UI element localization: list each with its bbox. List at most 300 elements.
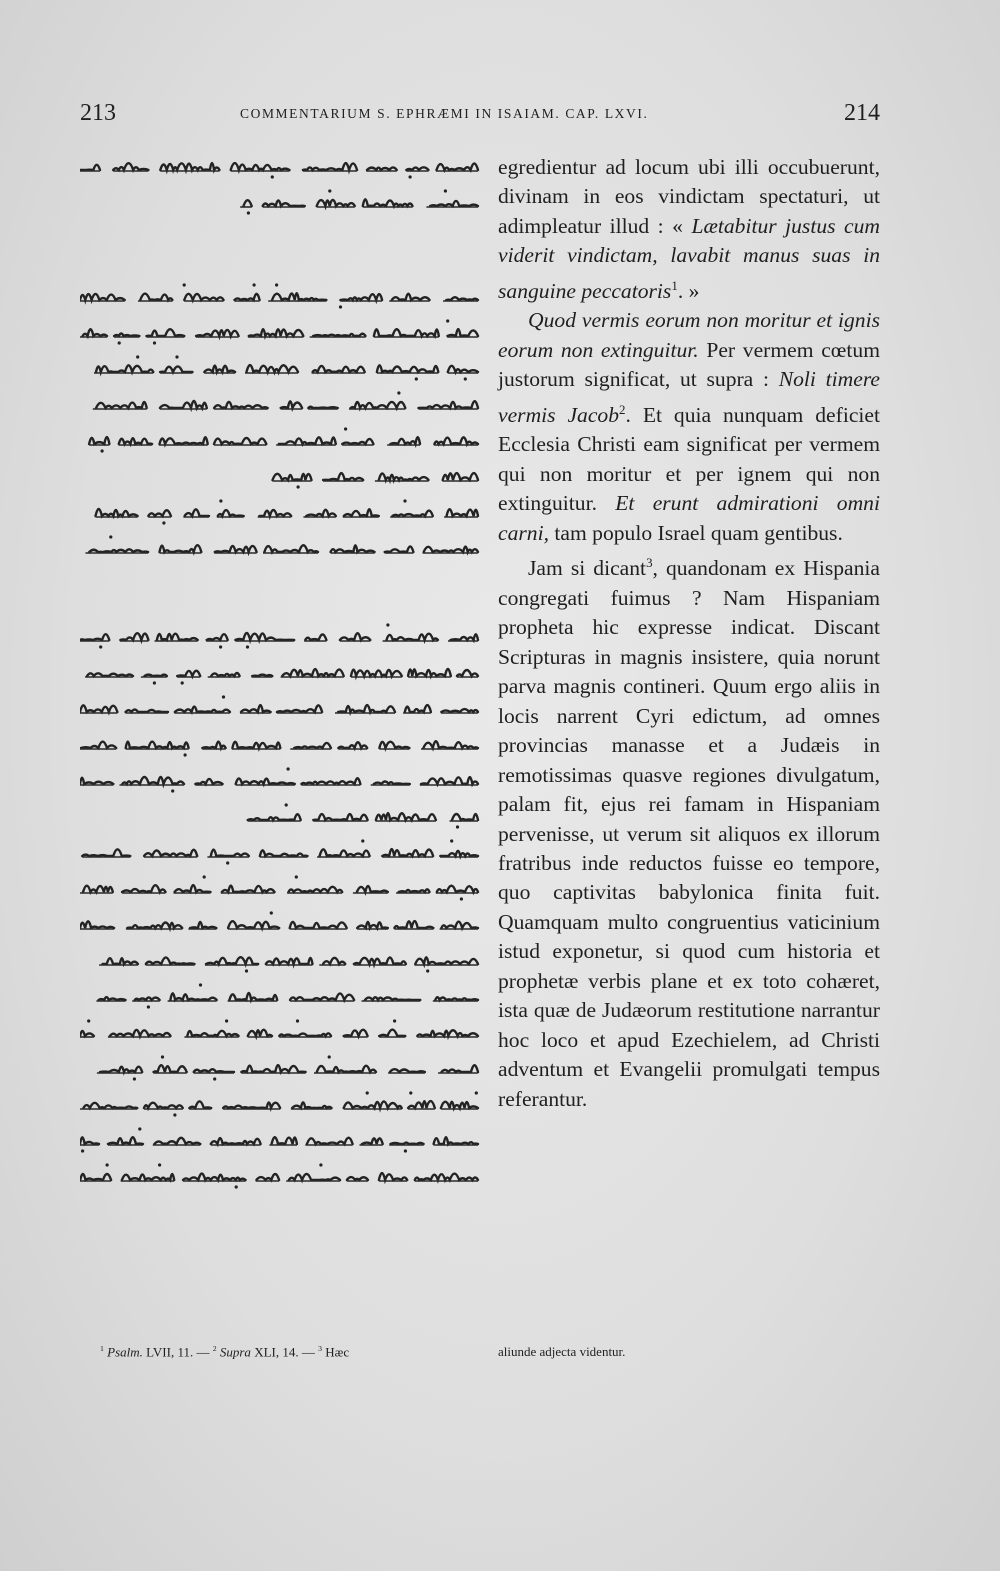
syriac-word (292, 1102, 331, 1108)
syriac-diacritic (133, 1077, 136, 1080)
syriac-diacritic (136, 355, 139, 358)
syriac-diacritic (245, 969, 248, 972)
syriac-diacritic (344, 427, 347, 430)
syriac-word (103, 958, 138, 964)
syriac-line (80, 150, 480, 180)
syriac-word (248, 814, 301, 820)
latin-paragraph-2: Quod vermis eorum non moritur et ignis eorum non extinguitur. Per vermem cœtum justorum significat, ut supra : Noli timere vermis Jacob$^2$. Et quia nunquam deficiet Ecclesia Christi eam significat per vermem qui non moritur et per ignem qui non extinguitur. Et erunt admirationi omni carni, tam populo Israel quam gentibus. (498, 308, 881, 545)
latin-paragraph-1: egredientur ad locum ubi illi occubuerunt, divinam in eos vindictam spectaturi, ut adimpleatur illud : « Lætabitur justus cum viderit vindictam, lavabit manus suas in sanguine peccatoris$^1$. » (498, 155, 880, 303)
syriac-word (447, 509, 478, 516)
syriac-word (126, 742, 189, 748)
syriac-diacritic (409, 1091, 412, 1094)
syriac-word (194, 1069, 234, 1072)
syriac-word (279, 1033, 331, 1036)
syriac-word (244, 200, 252, 206)
syriac-word (415, 957, 478, 964)
syriac-word (236, 778, 295, 784)
syriac-word (279, 437, 336, 444)
syriac-word (365, 997, 420, 1000)
syriac-word (160, 163, 219, 170)
syriac-word (430, 201, 478, 206)
syriac-line (80, 656, 480, 686)
syriac-word (421, 777, 478, 784)
syriac-word (374, 782, 410, 785)
syriac-text-column (80, 150, 480, 1196)
syriac-word (457, 670, 478, 676)
syriac-word (338, 742, 367, 748)
syriac-word (247, 365, 299, 372)
syriac-diacritic (366, 1091, 369, 1094)
syriac-diacritic (118, 341, 121, 344)
syriac-diacritic (153, 681, 156, 684)
syriac-word (272, 1137, 297, 1144)
syriac-word (387, 634, 438, 640)
syriac-word (119, 438, 152, 444)
syriac-line (80, 280, 480, 310)
syriac-word (417, 1030, 478, 1036)
syriac-word (144, 850, 197, 856)
syriac-diacritic (226, 861, 229, 864)
syriac-line (80, 186, 480, 216)
syriac-word (147, 329, 185, 336)
syriac-word (382, 849, 433, 856)
syriac-diacritic (297, 485, 300, 488)
syriac-word (135, 997, 160, 1000)
syriac-diacritic (213, 1077, 216, 1080)
syriac-word (290, 922, 347, 928)
syriac-diacritic (219, 499, 222, 502)
syriac-line (80, 800, 480, 830)
syriac-word (289, 887, 343, 892)
syriac-diacritic (171, 789, 174, 792)
syriac-word (277, 705, 322, 712)
syriac-word (127, 923, 182, 929)
syriac-diacritic (181, 681, 184, 684)
syriac-word (301, 778, 360, 784)
syriac-word (441, 709, 478, 712)
syriac-word (114, 334, 139, 337)
syriac-word (84, 1103, 138, 1108)
syriac-word (122, 1174, 174, 1180)
syriac-word (390, 1069, 425, 1072)
syriac-diacritic (219, 645, 222, 648)
syriac-diacritic (450, 839, 453, 842)
syriac-diacritic (162, 521, 165, 524)
syriac-word (256, 1174, 279, 1180)
syriac-word (145, 675, 167, 676)
syriac-word (307, 1138, 353, 1144)
paragraph-gap (80, 568, 480, 620)
syriac-line (80, 1016, 480, 1046)
footnotes-right: aliunde adjecta videntur. (498, 1344, 626, 1359)
syriac-word (235, 294, 260, 300)
syriac-word (229, 993, 277, 1000)
syriac-diacritic (409, 175, 412, 178)
footnotes-left: $^1$ Psalm. LVII, 11. — $^2$ Supra XLI, 14. — $^3$ Hæc (100, 1344, 350, 1360)
syriac-word (228, 921, 279, 928)
syriac-diacritic (246, 645, 249, 648)
syriac-word (317, 1066, 376, 1072)
syriac-line (80, 316, 480, 346)
footnote-ref: 2 (619, 401, 626, 417)
footnote-ref: 1 (671, 277, 678, 293)
syriac-word (379, 473, 429, 480)
syriac-word (448, 329, 479, 336)
syriac-word (434, 437, 478, 444)
syriac-diacritic (253, 283, 256, 286)
syriac-word (323, 473, 363, 480)
syriac-word (259, 510, 291, 516)
syriac-word (113, 163, 148, 170)
syriac-word (289, 1174, 340, 1180)
syriac-line (80, 1160, 480, 1190)
syriac-diacritic (386, 623, 389, 626)
syriac-word (232, 742, 280, 748)
syriac-line (80, 836, 480, 866)
syriac-word (160, 401, 207, 408)
syriac-word (264, 545, 318, 552)
syriac-word (424, 547, 478, 552)
syriac-diacritic (184, 753, 187, 756)
syriac-line (80, 1052, 480, 1082)
syriac-word (435, 997, 478, 1000)
syriac-diacritic (415, 377, 418, 380)
syriac-word (303, 163, 357, 170)
syriac-word (183, 1174, 246, 1181)
syriac-word (146, 957, 195, 964)
syriac-word (211, 1138, 261, 1144)
syriac-word (379, 1030, 405, 1036)
syriac-word (446, 297, 478, 300)
syriac-diacritic (235, 1185, 238, 1188)
syriac-word (108, 1137, 143, 1144)
syriac-word (89, 549, 148, 552)
syriac-word (160, 437, 208, 444)
syriac-word (281, 401, 302, 408)
latin-paragraph-3: Jam si dicant$^3$, quandonam ex Hispania congregati fuimus ? Nam Hispaniam propheta hic expresse indicat. Discant Scripturas in magnis insistere, quia norunt parva magnis contineri. Quum ergo aliis in locis narrent Cyri edictum, ad omnes provincias manasse et a Judæis in remotissimas quasve regiones divulgatum, palam fit, ejus rei famam in Hispaniam pervenisse, ut verum sit aliquos ex illorum fratribus inde reductos fuisse eo tempore, quo captivitas babylonica finita fuit. Quamquam multo congruentius vaticinium istud exponetur, si quod cum historia et prophetæ verbis plane et ex toto cohæret, ista quæ de Judæorum restitutione narrantur hoc loco et apud Ezechielem, ad Christi adventum et Evangelii promulgati tempus referantur. (498, 555, 880, 1111)
syriac-word (184, 294, 223, 300)
syriac-word (175, 885, 211, 892)
syriac-word (202, 742, 225, 748)
syriac-word (80, 634, 109, 640)
syriac-diacritic (247, 211, 250, 214)
syriac-word (144, 1103, 183, 1108)
syriac-word (263, 200, 305, 206)
syriac-line (80, 424, 480, 454)
syriac-word (241, 1065, 305, 1072)
syriac-diacritic (158, 1163, 161, 1166)
syriac-diacritic (328, 1055, 331, 1058)
syriac-word (218, 510, 244, 516)
syriac-word (185, 509, 209, 516)
syriac-word (344, 1030, 368, 1036)
syriac-word (196, 330, 239, 336)
syriac-word (437, 164, 479, 171)
syriac-word (175, 707, 230, 712)
footnote-ref: 3 (646, 555, 653, 571)
syriac-word (379, 742, 409, 748)
syriac-diacritic (81, 1149, 84, 1152)
syriac-word (189, 1101, 211, 1108)
syriac-word (122, 777, 184, 784)
syriac-diacritic (109, 535, 112, 538)
syriac-word (80, 1031, 94, 1036)
syriac-word (231, 163, 290, 170)
syriac-line (80, 908, 480, 938)
syriac-word (306, 510, 336, 516)
syriac-diacritic (285, 803, 288, 806)
syriac-word (351, 670, 402, 676)
syriac-word (96, 365, 153, 372)
syriac-word (313, 334, 365, 336)
syriac-word (442, 1065, 479, 1072)
syriac-word (405, 705, 431, 712)
syriac-word (273, 474, 312, 480)
syriac-diacritic (161, 1055, 164, 1058)
syriac-diacritic (153, 341, 156, 344)
syriac-diacritic (287, 767, 290, 770)
syriac-word (100, 1067, 142, 1072)
syriac-word (391, 1143, 424, 1144)
syriac-word (126, 710, 168, 712)
syriac-diacritic (339, 305, 342, 308)
syriac-diacritic (275, 283, 278, 286)
syriac-line (80, 532, 480, 562)
syriac-word (80, 705, 117, 712)
syriac-word (385, 546, 414, 552)
syriac-word (408, 669, 451, 676)
syriac-word (282, 669, 343, 676)
syriac-diacritic (101, 449, 104, 452)
syriac-diacritic (225, 1019, 228, 1022)
syriac-word (187, 1031, 238, 1036)
syriac-word (80, 165, 100, 170)
syriac-word (340, 633, 370, 640)
syriac-diacritic (404, 1149, 407, 1152)
syriac-word (260, 850, 308, 856)
syriac-word (157, 634, 198, 640)
syriac-word (362, 1138, 383, 1144)
syriac-word (235, 633, 294, 640)
syriac-word (83, 886, 113, 892)
syriac-diacritic (138, 1127, 141, 1130)
syriac-diacritic (444, 189, 447, 192)
syriac-diacritic (397, 391, 400, 394)
syriac-diacritic (426, 969, 429, 972)
syriac-word (305, 635, 326, 641)
syriac-diacritic (222, 695, 225, 698)
syriac-line (80, 460, 480, 490)
syriac-word (344, 1101, 402, 1108)
syriac-word (415, 1174, 478, 1180)
syriac-diacritic (183, 283, 186, 286)
syriac-word (177, 671, 200, 676)
quote-italic: Lætabitur justus cum viderit vindictam, lavabit manus suas in sanguine peccatoris (498, 213, 880, 303)
syriac-word (294, 743, 331, 748)
syriac-word (252, 675, 272, 676)
syriac-word (204, 366, 235, 372)
syriac-word (154, 1065, 187, 1072)
syriac-word (249, 329, 303, 336)
syriac-word (376, 813, 436, 820)
syriac-word (408, 1101, 435, 1108)
syriac-word (392, 511, 432, 516)
syriac-line (80, 352, 480, 382)
latin-text-column (498, 153, 880, 1114)
syriac-diacritic (271, 175, 274, 178)
syriac-word (357, 886, 388, 892)
syriac-word (81, 742, 116, 748)
syriac-line (80, 764, 480, 794)
syriac-word (347, 1177, 368, 1180)
syriac-word (443, 473, 478, 480)
syriac-diacritic (460, 897, 463, 900)
syriac-word (80, 1174, 111, 1180)
syriac-line (80, 692, 480, 722)
syriac-diacritic (175, 355, 178, 358)
syriac-word (323, 958, 345, 964)
syriac-word (354, 957, 406, 964)
syriac-word (207, 634, 228, 640)
syriac-diacritic (456, 825, 459, 828)
syriac-word (394, 921, 433, 928)
syriac-line (80, 980, 480, 1010)
syriac-word (377, 365, 438, 372)
syriac-word (222, 886, 275, 892)
syriac-line (80, 388, 480, 418)
syriac-word (80, 778, 113, 784)
syriac-diacritic (147, 1005, 150, 1008)
syriac-line (80, 872, 480, 902)
syriac-word (211, 673, 239, 676)
syriac-diacritic (99, 645, 102, 648)
syriac-word (391, 437, 421, 444)
syriac-word (434, 1137, 478, 1144)
syriac-diacritic (199, 983, 202, 986)
syriac-diacritic (203, 875, 206, 878)
syriac-word (290, 993, 354, 1000)
syriac-word (80, 921, 114, 928)
syriac-diacritic (87, 1019, 90, 1022)
syriac-word (170, 993, 216, 1000)
syriac-word (80, 1137, 99, 1144)
syriac-line (80, 620, 480, 650)
syriac-word (160, 545, 202, 552)
left-page-number: 213 (80, 100, 116, 126)
syriac-word (206, 957, 258, 964)
syriac-diacritic (361, 839, 364, 842)
syriac-diacritic (328, 189, 331, 192)
syriac-word (317, 200, 355, 206)
syriac-word (122, 885, 165, 892)
syriac-diacritic (295, 875, 298, 878)
syriac-word (160, 366, 192, 372)
syriac-diacritic (393, 1019, 396, 1022)
syriac-word (82, 849, 130, 856)
syriac-word (80, 294, 125, 300)
syriac-word (441, 922, 478, 928)
syriac-diacritic (270, 911, 273, 914)
syriac-word (195, 779, 222, 784)
syriac-word (338, 705, 395, 712)
syriac-word (448, 366, 478, 372)
syriac-diacritic (319, 1163, 322, 1166)
syriac-word (440, 851, 478, 856)
right-page-number: 214 (844, 100, 880, 126)
syriac-word (96, 402, 147, 408)
syriac-word (374, 329, 439, 336)
syriac-word (120, 633, 148, 640)
syriac-word (423, 741, 478, 748)
syriac-word (331, 545, 375, 552)
syriac-diacritic (403, 499, 406, 502)
syriac-word (313, 366, 365, 372)
syriac-word (406, 167, 428, 170)
syriac-word (344, 509, 379, 516)
syriac-word (357, 922, 388, 928)
syriac-line (80, 944, 480, 974)
syriac-word (342, 439, 373, 444)
syriac-word (223, 1103, 280, 1109)
running-title: COMMENTARIUM S. EPHRÆMI IN ISAIAM. CAP. LXVI. (240, 106, 649, 121)
syriac-word (110, 1030, 171, 1036)
syriac-word (190, 922, 216, 928)
syriac-word (99, 997, 126, 1000)
syriac-diacritic (173, 1113, 176, 1116)
syriac-word (87, 673, 133, 676)
syriac-diacritic (296, 1019, 299, 1022)
syriac-word (241, 705, 271, 712)
syriac-word (399, 889, 430, 892)
syriac-word (379, 1173, 407, 1180)
paragraph-gap (80, 222, 480, 280)
syriac-word (363, 199, 413, 206)
syriac-word (367, 167, 397, 170)
syriac-word (272, 293, 326, 300)
syriac-line (80, 728, 480, 758)
syriac-word (96, 509, 138, 516)
syriac-word (320, 849, 370, 856)
syriac-word (451, 634, 479, 640)
syriac-word (211, 850, 249, 856)
syriac-word (266, 958, 313, 964)
running-header (80, 100, 880, 132)
syriac-word (452, 814, 478, 820)
syriac-word (313, 814, 367, 820)
syriac-line (80, 496, 480, 526)
syriac-line (80, 1124, 480, 1154)
syriac-word (214, 438, 266, 444)
syriac-word (340, 294, 382, 300)
syriac-word (437, 886, 478, 892)
syriac-word (308, 407, 337, 408)
syriac-diacritic (475, 1091, 478, 1094)
syriac-word (83, 329, 108, 336)
syriac-diacritic (464, 377, 467, 380)
syriac-word (154, 1138, 200, 1144)
syriac-word (214, 402, 268, 408)
syriac-diacritic (446, 319, 449, 322)
syriac-word (419, 401, 479, 408)
syriac-word (89, 437, 109, 444)
syriac-word (140, 294, 172, 300)
syriac-word (148, 510, 171, 516)
syriac-line (80, 1088, 480, 1118)
syriac-word (248, 1030, 272, 1036)
syriac-word (392, 294, 430, 300)
syriac-diacritic (106, 1163, 109, 1166)
syriac-word (351, 402, 406, 408)
